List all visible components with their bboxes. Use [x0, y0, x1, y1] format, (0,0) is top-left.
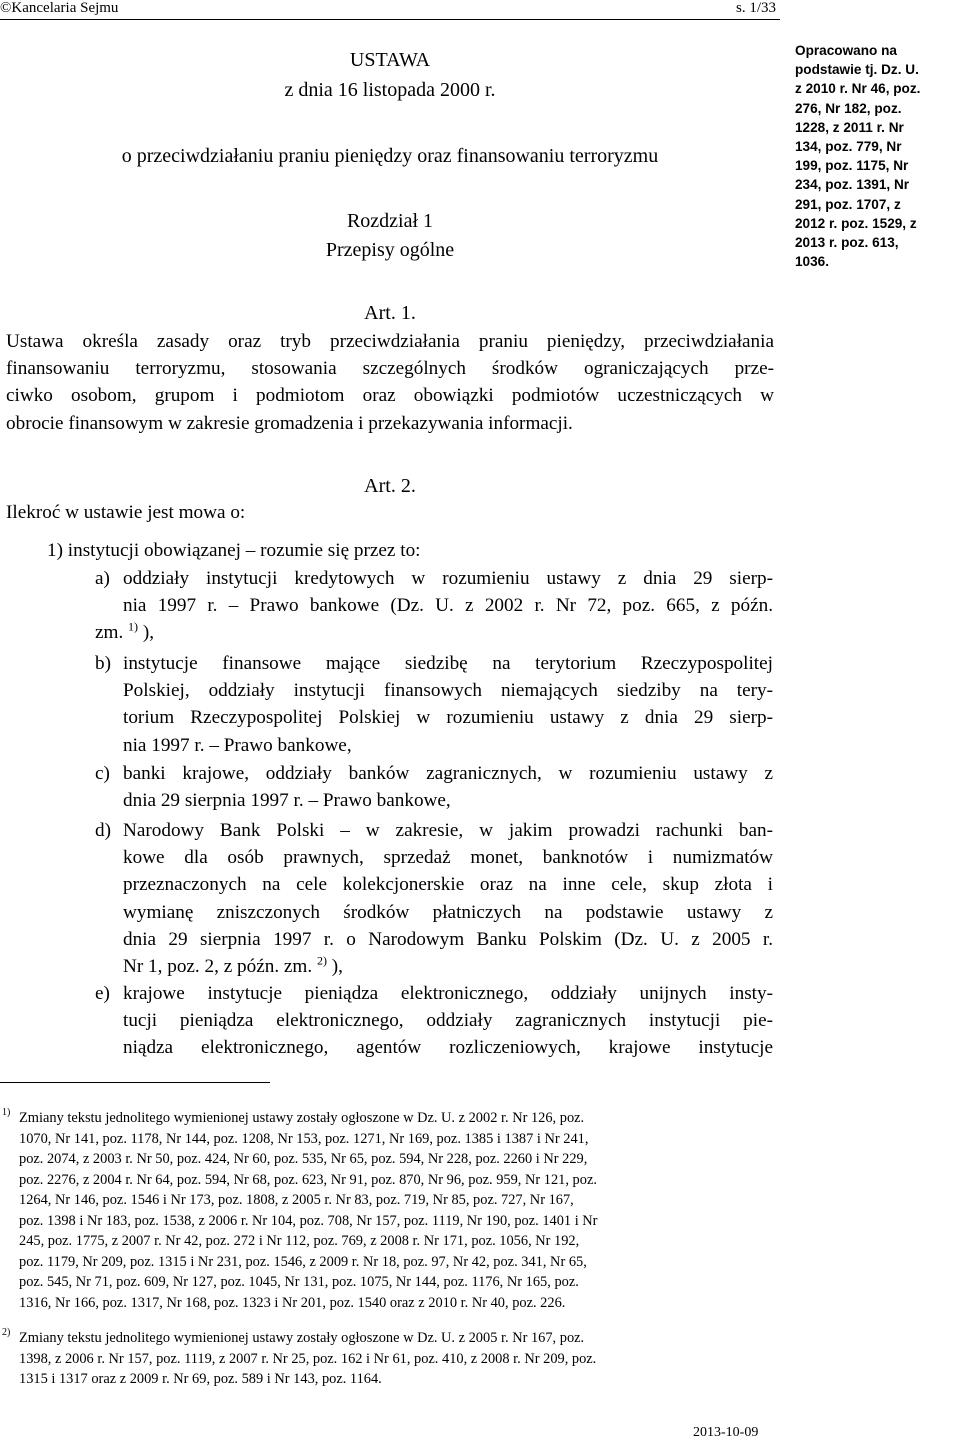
list-item-d	[95, 817, 773, 980]
footnote-line: poz. 2074, z 2003 r. Nr 50, poz. 424, Nr 60, poz. 535, Nr 65, poz. 594, Nr 228, poz. 2260 i Nr 229,	[19, 1151, 588, 1167]
item-line: Narodowy Bank Polski – w zakresie, w jakim prowadzi rachunki ban-	[123, 820, 773, 841]
footnote-mark: 2)	[2, 1327, 11, 1338]
source-note-line: 1036.	[795, 254, 830, 270]
source-note-line: 291, poz. 1707, z	[795, 196, 901, 212]
footnote-1	[2, 1107, 771, 1313]
source-note-line: 199, poz. 1175, Nr	[795, 158, 909, 174]
copyright-text: ©Kancelaria Sejmu	[0, 0, 119, 16]
source-note-line: Opracowano na	[795, 43, 897, 58]
art2-intro: Ilekroć w ustawie jest mowa o:	[6, 502, 246, 523]
footnote-line: 1398, z 2006 r. Nr 157, poz. 1119, z 2007 r. Nr 25, poz. 162 i Nr 61, poz. 410, z 2008 r. Nr 209, poz.	[19, 1350, 597, 1367]
art1-line: finansowaniu terroryzmu, stosowania szczególnych środków ograniczających prze-	[6, 358, 774, 380]
chapter-number: Rozdział 1	[346, 210, 434, 232]
act-title: USTAWA	[349, 49, 431, 71]
item-continuation	[123, 953, 773, 980]
source-note-line: z 2010 r. Nr 46, poz.	[795, 81, 921, 97]
document-date: 2013-10-09	[693, 1425, 759, 1440]
art2-heading: Art. 2.	[364, 475, 416, 497]
footnote-line: poz. 2276, z 2004 r. Nr 64, poz. 594, Nr 68, poz. 623, Nr 91, poz. 870, Nr 96, poz. 959, Nr 121, poz.	[19, 1171, 597, 1188]
item-line: dnia 29 sierpnia 1997 r. – Prawo bankowe,	[123, 790, 451, 812]
footnote-mark: 1)	[2, 1107, 11, 1118]
item-line: wymianę zniszczonych środków płatniczych na podstawie ustawy z	[123, 901, 773, 923]
item-line: nia 1997 r. – Prawo bankowe,	[123, 734, 352, 756]
item-tail: ),	[331, 956, 343, 978]
footnote-line: poz. 545, Nr 71, poz. 609, Nr 127, poz. 1045, Nr 131, poz. 1075, Nr 144, poz. 1176, Nr 165, poz.	[19, 1274, 579, 1290]
source-note	[795, 41, 960, 271]
footnote-2	[2, 1327, 771, 1390]
act-date: z dnia 16 listopada 2000 r.	[284, 79, 496, 101]
art1-body	[6, 328, 774, 437]
header-divider	[0, 19, 780, 20]
item-extra: Nr 1, poz. 2, z późn. zm.	[123, 956, 313, 978]
item-line: torium Rzeczypospolitej Polskiej w rozumieniu ustawy z dnia 29 sierp-	[123, 707, 773, 729]
footnote-ref[interactable]: 2)	[316, 953, 327, 968]
item-line: krajowe instytucje pieniądza elektronicznego, oddziały unijnych insty-	[123, 983, 773, 1004]
footnote-line: Zmiany tekstu jednolitego wymienionej ustawy zostały ogłoszone w Dz. U. z 2005 r. Nr 167, poz.	[19, 1330, 585, 1346]
art1-line: Ustawa określa zasady oraz tryb przeciwdziałania praniu pieniędzy, przeciwdziałania	[6, 331, 774, 352]
item-line: kowe dla osób prawnych, sprzedaż monet, banknotów i numizmatów	[123, 847, 773, 869]
item-line: nia 1997 r. – Prawo bankowe (Dz. U. z 2002 r. Nr 72, poz. 665, z późn.	[123, 595, 773, 617]
source-note-line: 2012 r. poz. 1529, z	[795, 215, 917, 231]
source-note-line: podstawie tj. Dz. U.	[795, 62, 919, 78]
item-label: d)	[95, 820, 111, 841]
act-subject: o przeciwdziałaniu praniu pieniędzy oraz finansowaniu terroryzmu	[121, 145, 659, 167]
source-note-line: 276, Nr 182, poz.	[795, 100, 902, 116]
source-note-line: 2013 r. poz. 613,	[795, 235, 899, 251]
list-item-e	[95, 980, 773, 1062]
item-label: c)	[95, 763, 110, 784]
item-line: instytucje finansowe mające siedzibę na terytorium Rzeczypospolitej	[123, 653, 773, 674]
footnote-line: 1316, Nr 166, poz. 1317, Nr 168, poz. 1323 i Nr 201, poz. 1540 oraz z 2010 r. Nr 40, poz. 226.	[19, 1294, 566, 1311]
source-note-line: 134, poz. 779, Nr	[795, 139, 902, 155]
footnote-line: poz. 1398 i Nr 183, poz. 1538, z 2006 r. Nr 104, poz. 708, Nr 157, poz. 1119, Nr 190, poz. 1401 i Nr	[19, 1212, 598, 1229]
item-continuation	[95, 619, 773, 646]
footnote-ref[interactable]: 1)	[128, 620, 139, 635]
item-tail: ),	[142, 622, 155, 644]
footnote-separator	[0, 1082, 270, 1083]
list-item-b	[95, 650, 773, 759]
item-line: przeznaczonych na cele kolekcjonerskie oraz na inne cele, skup złota i	[123, 874, 773, 896]
item-line: Polskiej, oddziały instytucji finansowych niemających siedziby na tery-	[123, 680, 773, 702]
list-item-c	[95, 760, 773, 814]
item-line: niądza elektronicznego, agentów rozliczeniowych, krajowe instytucje	[123, 1037, 773, 1059]
footnote-line: 1264, Nr 146, poz. 1546 i Nr 173, poz. 1808, z 2005 r. Nr 83, poz. 719, Nr 85, poz. 727, Nr 167,	[19, 1192, 574, 1208]
point-1: 1) instytucji obowiązanej – rozumie się przez to:	[47, 540, 421, 561]
item-line: banki krajowe, oddziały banków zagranicznych, w rozumieniu ustawy z	[123, 763, 773, 784]
source-note-line: 234, poz. 1391, Nr	[795, 177, 910, 193]
page-header	[0, 0, 960, 18]
item-label: a)	[95, 568, 110, 589]
item-line: tucji pieniądza elektronicznego, oddziały zagranicznych instytucji pie-	[123, 1010, 773, 1032]
footnote-line: Zmiany tekstu jednolitego wymienionej ustawy zostały ogłoszone w Dz. U. z 2002 r. Nr 126, poz.	[19, 1110, 585, 1126]
footnote-line: poz. 1179, Nr 209, poz. 1315 i Nr 231, poz. 1546, z 2009 r. Nr 18, poz. 97, Nr 42, poz. 341, Nr 65,	[19, 1253, 587, 1270]
footnote-line: 1070, Nr 141, poz. 1178, Nr 144, poz. 1208, Nr 153, poz. 1271, Nr 169, poz. 1385 i 1387 i Nr 241,	[19, 1130, 589, 1147]
list-item-a	[95, 565, 773, 647]
item-line: oddziały instytucji kredytowych w rozumieniu ustawy z dnia 29 sierp-	[123, 568, 773, 589]
item-line: dnia 29 sierpnia 1997 r. o Narodowym Banku Polskim (Dz. U. z 2005 r.	[123, 928, 773, 950]
art1-heading: Art. 1.	[364, 302, 416, 324]
art1-line: ciwko osobom, grupom i podmiotom oraz obowiązki podmiotów uczestniczących w	[6, 385, 774, 407]
source-note-line: 1228, z 2011 r. Nr	[795, 119, 904, 135]
page-number: s. 1/33	[735, 0, 776, 16]
item-extra: zm.	[95, 622, 124, 644]
item-label: e)	[95, 983, 110, 1004]
chapter-title: Przepisy ogólne	[325, 239, 455, 261]
item-label: b)	[95, 653, 111, 674]
art1-line: obrocie finansowym w zakresie gromadzenia i przekazywania informacji.	[6, 412, 573, 434]
footnote-line: 245, poz. 1775, z 2007 r. Nr 42, poz. 272 i Nr 112, poz. 769, z 2008 r. Nr 171, poz. 1056, Nr 192,	[19, 1233, 580, 1249]
footnote-line: 1315 i 1317 oraz z 2009 r. Nr 69, poz. 589 i Nr 143, poz. 1164.	[19, 1371, 382, 1387]
